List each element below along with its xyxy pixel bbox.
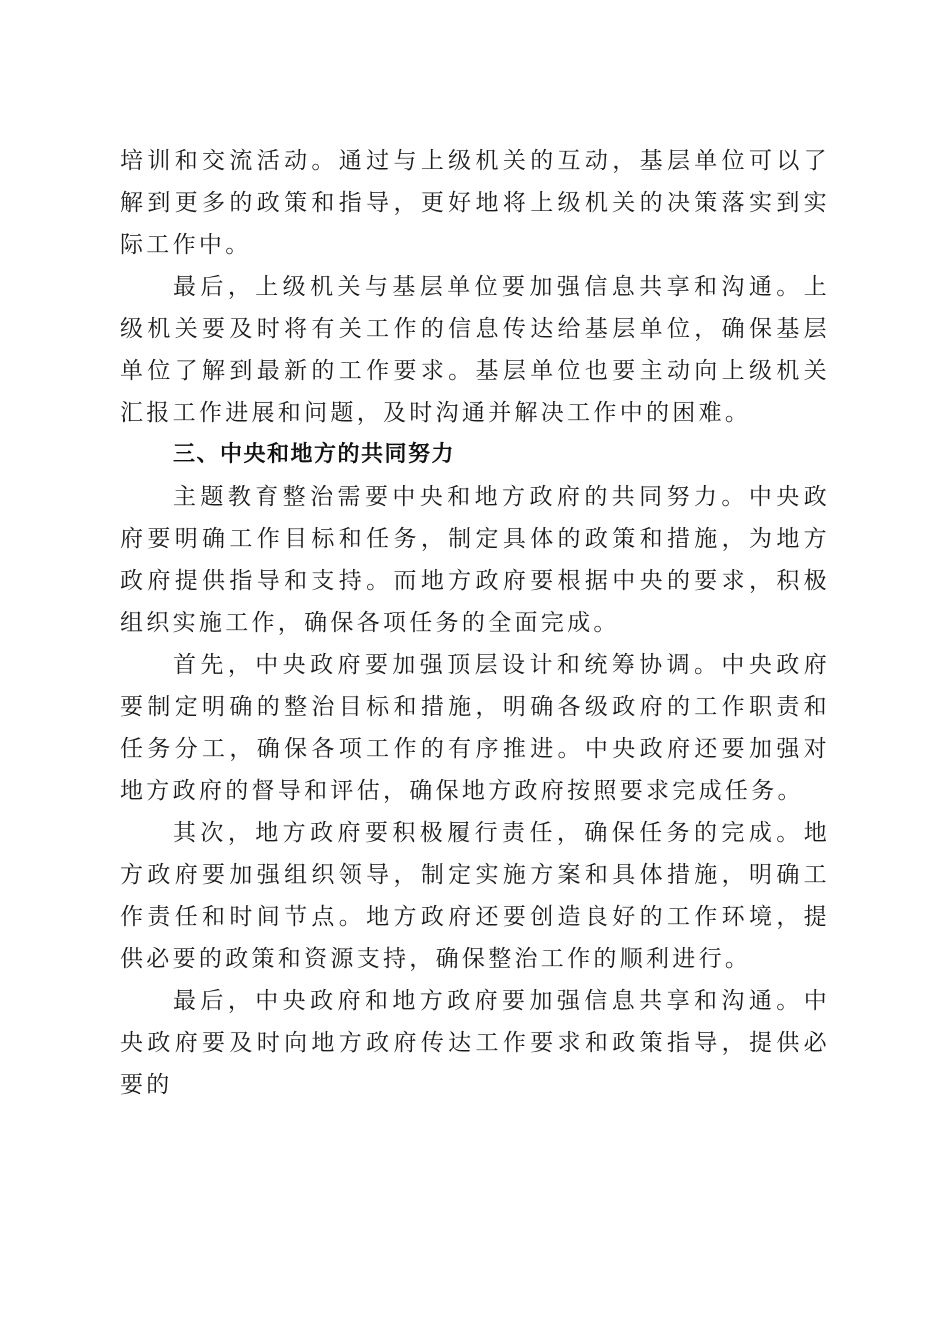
paragraph-second-local: 其次，地方政府要积极履行责任，确保任务的完成。地方政府要加强组织领导，制定实施方案和具体措施，明确工作责任和时间节点。地方政府还要创造良好的工作环境，提供必要的政策和资源支持，确保整治工作的顺利进行。 [120,820,830,972]
document-body [120,140,830,1106]
section-heading-3: 三、中央和地方的共同努力 [173,442,456,467]
paragraph-continued: 培训和交流活动。通过与上级机关的互动，基层单位可以了解到更多的政策和指导，更好地将上级机关的决策落实到实际工作中。 [120,148,830,258]
paragraph-finally-info-sharing: 最后，中央政府和地方政府要加强信息共享和沟通。中央政府要及时向地方政府传达工作要求和政策指导，提供必要的 [120,988,830,1098]
paragraph-info-sharing-superior: 最后，上级机关与基层单位要加强信息共享和沟通。上级机关要及时将有关工作的信息传达给基层单位，确保基层单位了解到最新的工作要求。基层单位也要主动向上级机关汇报工作进展和问题，及时沟通并解决工作中的困难。 [120,274,830,426]
paragraph-first-central: 首先，中央政府要加强顶层设计和统筹协调。中央政府要制定明确的整治目标和措施，明确各级政府的工作职责和任务分工，确保各项工作的有序推进。中央政府还要加强对地方政府的督导和评估，确保地方政府按照要求完成任务。 [120,652,830,804]
paragraph-joint-effort: 主题教育整治需要中央和地方政府的共同努力。中央政府要明确工作目标和任务，制定具体的政策和措施，为地方政府提供指导和支持。而地方政府要根据中央的要求，积极组织实施工作，确保各项任务的全面完成。 [120,484,830,636]
